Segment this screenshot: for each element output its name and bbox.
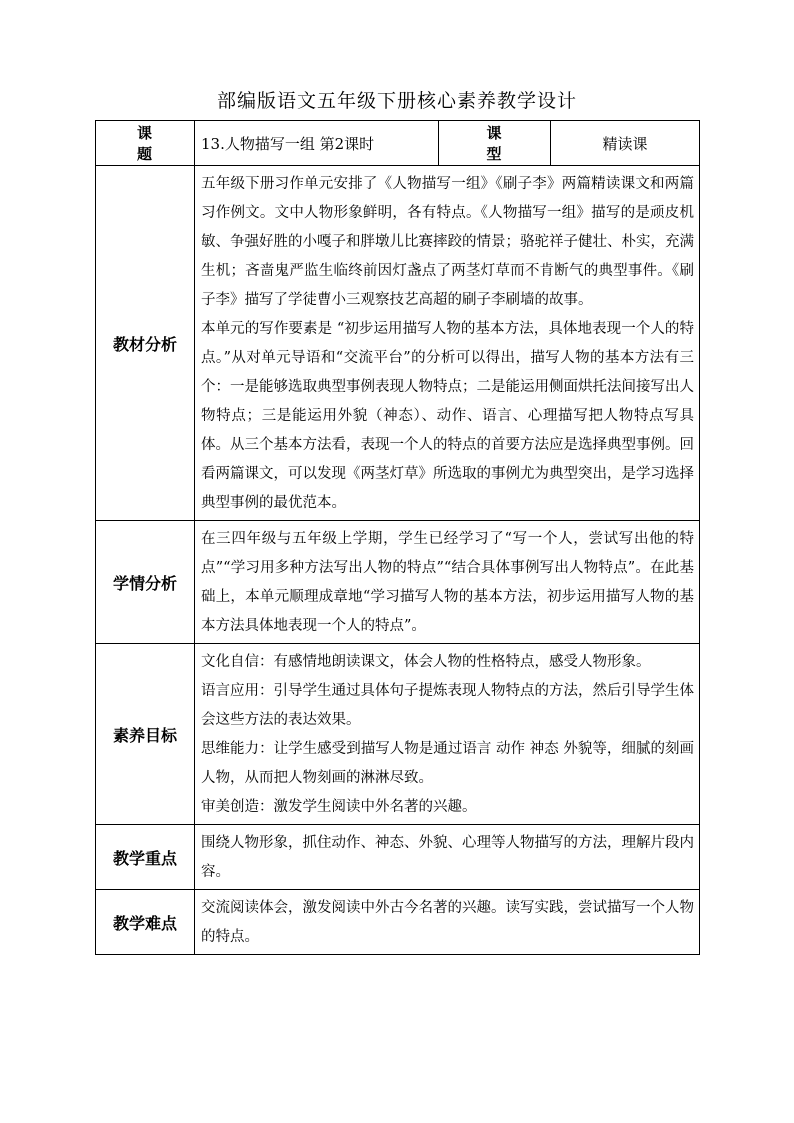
section-content <box>195 644 700 825</box>
section-label: 学情分析 <box>96 521 195 644</box>
section-row-textbook-analysis <box>96 166 700 521</box>
section-paragraph: 审美创造：激发学生阅读中外名著的兴趣。 <box>201 799 477 815</box>
section-paragraph: 围绕人物形象，抓住动作、神态、外貌、心理等人物描写的方法，理解片段内容。 <box>201 835 694 880</box>
section-content <box>195 521 700 644</box>
header-row <box>96 121 700 166</box>
section-row-literacy-goals <box>96 644 700 825</box>
section-paragraph: 思维能力：让学生感受到描写人物是通过语言 动作 神态 外貌等，细腻的刻画人物，从而把人物刻画的淋淋尽致。 <box>201 741 694 786</box>
section-row-key-points <box>96 825 700 890</box>
section-paragraph: 本单元的写作要素是 “初步运用描写人物的基本方法，具体地表现一个人的特点。”从对单元导语和“交流平台”的分析可以得出，描写人物的基本方法有三个：一是能够选取典型事例表现人物特点；二是能运用侧面烘托法间接写出人物特点；三是能运用外貌（神态）、动作、语言、心理描写把人物特点写具体。从三个基本方法看，表现一个人的特点的首要方法应是选择典型事例。回看两篇课文，可以发现《两茎灯草》所选取的事例尤为典型突出，是学习选择典型事例的最优范本。 <box>201 321 694 511</box>
section-content <box>195 166 700 521</box>
section-row-learner-analysis <box>96 521 700 644</box>
section-paragraph: 语言应用：引导学生通过具体句子提炼表现人物特点的方法，然后引导学生体会这些方法的表达效果。 <box>201 683 694 728</box>
section-row-difficult-points <box>96 890 700 955</box>
page-title: 部编版语文五年级下册核心素养教学设计 <box>216 90 577 112</box>
section-label: 教材分析 <box>96 166 195 521</box>
section-content <box>195 890 700 955</box>
topic-value: 13.人物描写一组 第2课时 <box>195 121 439 166</box>
section-label: 素养目标 <box>96 644 195 825</box>
section-paragraph: 交流阅读体会，激发阅读中外古今名著的兴趣。读写实践，尝试描写一个人物的特点。 <box>201 900 694 945</box>
section-content <box>195 825 700 890</box>
section-paragraph: 在三四年级与五年级上学期，学生已经学习了“写一个人，尝试写出他的特点”“学习用多种方法写出人物的特点”“结合具体事例写出人物特点”。在此基础上，本单元顺理成章地“学习描写人物的基本方法，初步运用描写人物的基本方法具体地表现一个人的特点”。 <box>201 531 694 634</box>
section-paragraph: 文化自信：有感情地朗读课文，体会人物的性格特点，感受人物形象。 <box>201 654 651 670</box>
lesson-plan-table <box>95 120 700 955</box>
section-label: 教学重点 <box>96 825 195 890</box>
topic-label: 课 题 <box>96 121 195 166</box>
type-label: 课 型 <box>439 121 551 166</box>
section-label: 教学难点 <box>96 890 195 955</box>
section-paragraph: 五年级下册习作单元安排了《人物描写一组》《刷子李》两篇精读课文和两篇习作例文。文中人物形象鲜明，各有特点。《人物描写一组》描写的是顽皮机敏、争强好胜的小嘎子和胖墩儿比赛摔跤的情景；骆驼祥子健壮、朴实，充满生机；吝啬鬼严监生临终前因灯盏点了两茎灯草而不肯断气的典型事件。《刷子李》描写了学徒曹小三观察技艺高超的刷子李刷墙的故事。 <box>201 176 694 308</box>
type-value: 精读课 <box>551 121 700 166</box>
